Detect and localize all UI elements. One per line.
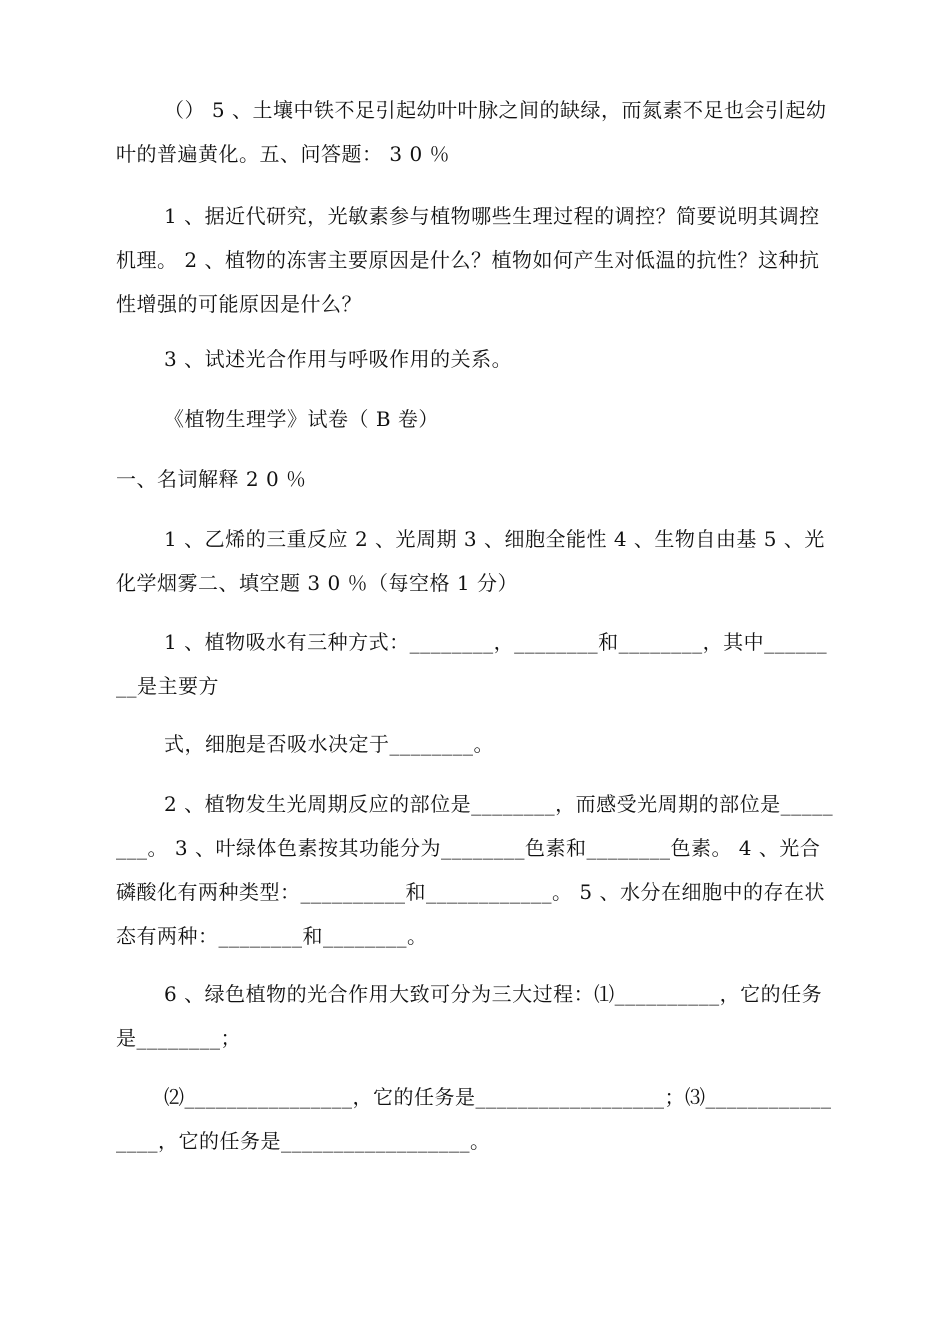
fill-blank-1-continued: 式，细胞是否吸水决定于________。 bbox=[164, 732, 494, 756]
essay-questions-1-2: 1 、据近代研究，光敏素参与植物哪些生理过程的调控？简要说明其调控机理。 2 、植物的冻害主要原因是什么？植物如何产生对低温的抗性？这种抗性增强的可能原因是什么？ bbox=[116, 204, 820, 316]
question-5-true-false: （） 5 、土壤中铁不足引起幼叶叶脉之间的缺绿，而氮素不足也会引起幼叶的普遍黄化。五、问答题： 3 0 ％ bbox=[116, 98, 827, 166]
section-definitions-heading: 一、名词解释 2 0 ％ bbox=[116, 467, 307, 491]
fill-blank-1: 1 、植物吸水有三种方式：________，________和________，其中________是主要方 bbox=[116, 630, 828, 698]
fill-blanks-2-5: 2 、植物发生光周期反应的部位是________，而感受光周期的部位是________。 3 、叶绿体色素按其功能分为________色素和________色素。 4 、光合磷酸化有两种类型：__________和____________。 5 、水分在细胞中的存在状态有两种：________和________。 bbox=[116, 792, 834, 948]
definitions-list: 1 、乙烯的三重反应 2 、光周期 3 、细胞全能性 4 、生物自由基 5 、光化学烟雾二、填空题 3 0 ％（每空格 1 分） bbox=[116, 527, 825, 595]
fill-blank-6: 6 、绿色植物的光合作用大致可分为三大过程：⑴__________，它的任务是________； bbox=[116, 982, 823, 1050]
exam-title-b: 《植物生理学》试卷（ B 卷） bbox=[164, 407, 439, 431]
fill-blank-6-continued: ⑵________________，它的任务是__________________；⑶________________，它的任务是__________________。 bbox=[116, 1085, 832, 1153]
essay-question-3: 3 、试述光合作用与呼吸作用的关系。 bbox=[164, 347, 513, 371]
